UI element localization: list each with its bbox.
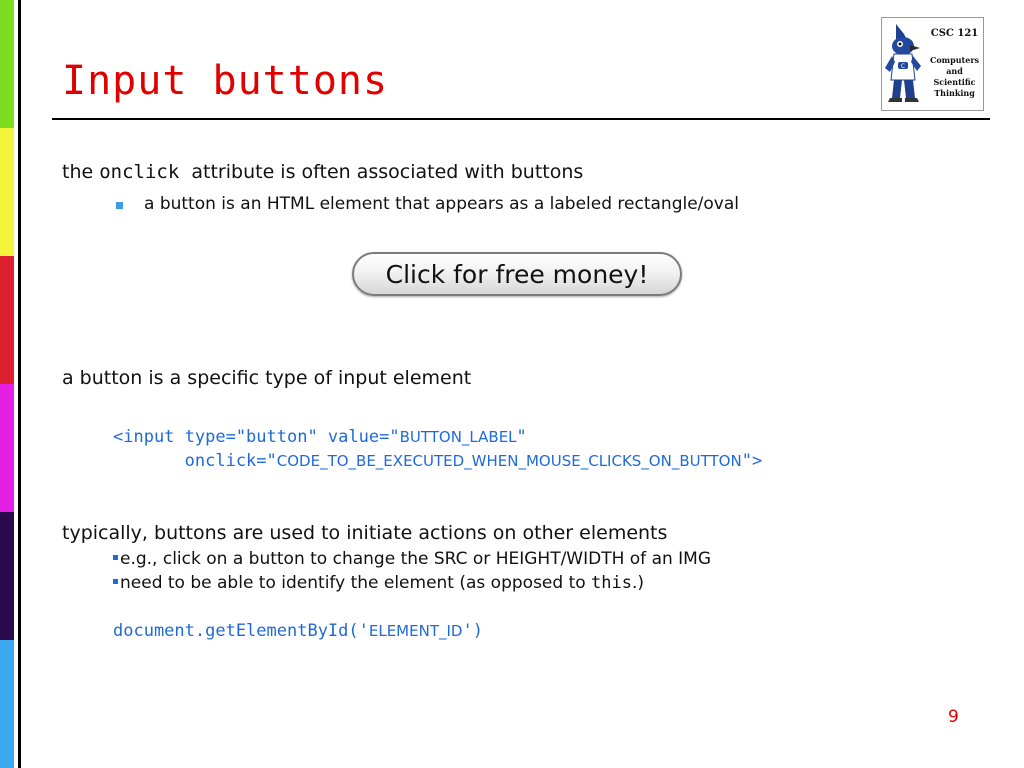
inline-code: this xyxy=(591,573,632,593)
typical-usage-paragraph: typically, buttons are used to initiate actions on other elements xyxy=(62,522,668,544)
stripe-green xyxy=(0,0,14,128)
code-placeholder: CODE_TO_BE_EXECUTED_WHEN_MOUSE_CLICKS_ON_BUTTON xyxy=(276,452,742,470)
slide-title: Input buttons xyxy=(62,58,389,104)
square-bullet-icon xyxy=(113,579,118,584)
free-money-button[interactable]: Click for free money! xyxy=(352,252,682,296)
input-tag-code-line2 xyxy=(113,451,762,471)
identify-element-bullet xyxy=(113,573,644,593)
getelementbyid-code xyxy=(113,621,483,641)
logo-line: Scientific xyxy=(933,77,976,87)
page-number: 9 xyxy=(948,707,959,727)
square-bullet-icon xyxy=(116,202,123,209)
inline-code: onclick xyxy=(99,161,180,183)
logo-line: and xyxy=(946,66,963,76)
code-text: document.getElementById(' xyxy=(113,621,369,641)
stripe-blue xyxy=(0,640,14,768)
svg-text:C: C xyxy=(900,63,906,70)
code-placeholder: ELEMENT_ID xyxy=(368,622,463,640)
code-text: "> xyxy=(741,451,763,471)
text: attribute is often associated with buttons xyxy=(179,161,584,183)
example-bullet xyxy=(113,549,711,569)
bluejay-mascot-icon xyxy=(882,18,926,110)
course-logo xyxy=(881,17,984,111)
logo-title: CSC 121 xyxy=(930,28,979,39)
code-placeholder: BUTTON_LABEL xyxy=(399,428,517,446)
onclick-paragraph xyxy=(62,161,583,183)
code-text: onclick=" xyxy=(113,451,277,471)
stripe-purple xyxy=(0,512,14,640)
bullet-text: e.g., click on a button to change the SRC or HEIGHT/WIDTH of an IMG xyxy=(120,549,712,569)
stripe-magenta xyxy=(0,384,14,512)
input-tag-code-line1 xyxy=(113,427,527,447)
code-text: <input type="button" value=" xyxy=(113,427,400,447)
text: the xyxy=(62,161,100,183)
logo-line: Thinking xyxy=(934,88,975,98)
code-text: " xyxy=(516,427,527,447)
button-definition-bullet: a button is an HTML element that appears as a labeled rectangle/oval xyxy=(144,194,739,214)
logo-line: Computers xyxy=(929,55,980,65)
title-underline xyxy=(52,118,990,120)
left-divider xyxy=(18,0,21,768)
input-element-paragraph: a button is a specific type of input element xyxy=(62,367,472,389)
bullet-text: .) xyxy=(632,573,645,593)
code-text: ') xyxy=(462,621,483,641)
stripe-red xyxy=(0,256,14,384)
square-bullet-icon xyxy=(113,555,118,560)
bullet-text: need to be able to identify the element (as opposed to xyxy=(120,573,592,593)
stripe-yellow xyxy=(0,128,14,256)
